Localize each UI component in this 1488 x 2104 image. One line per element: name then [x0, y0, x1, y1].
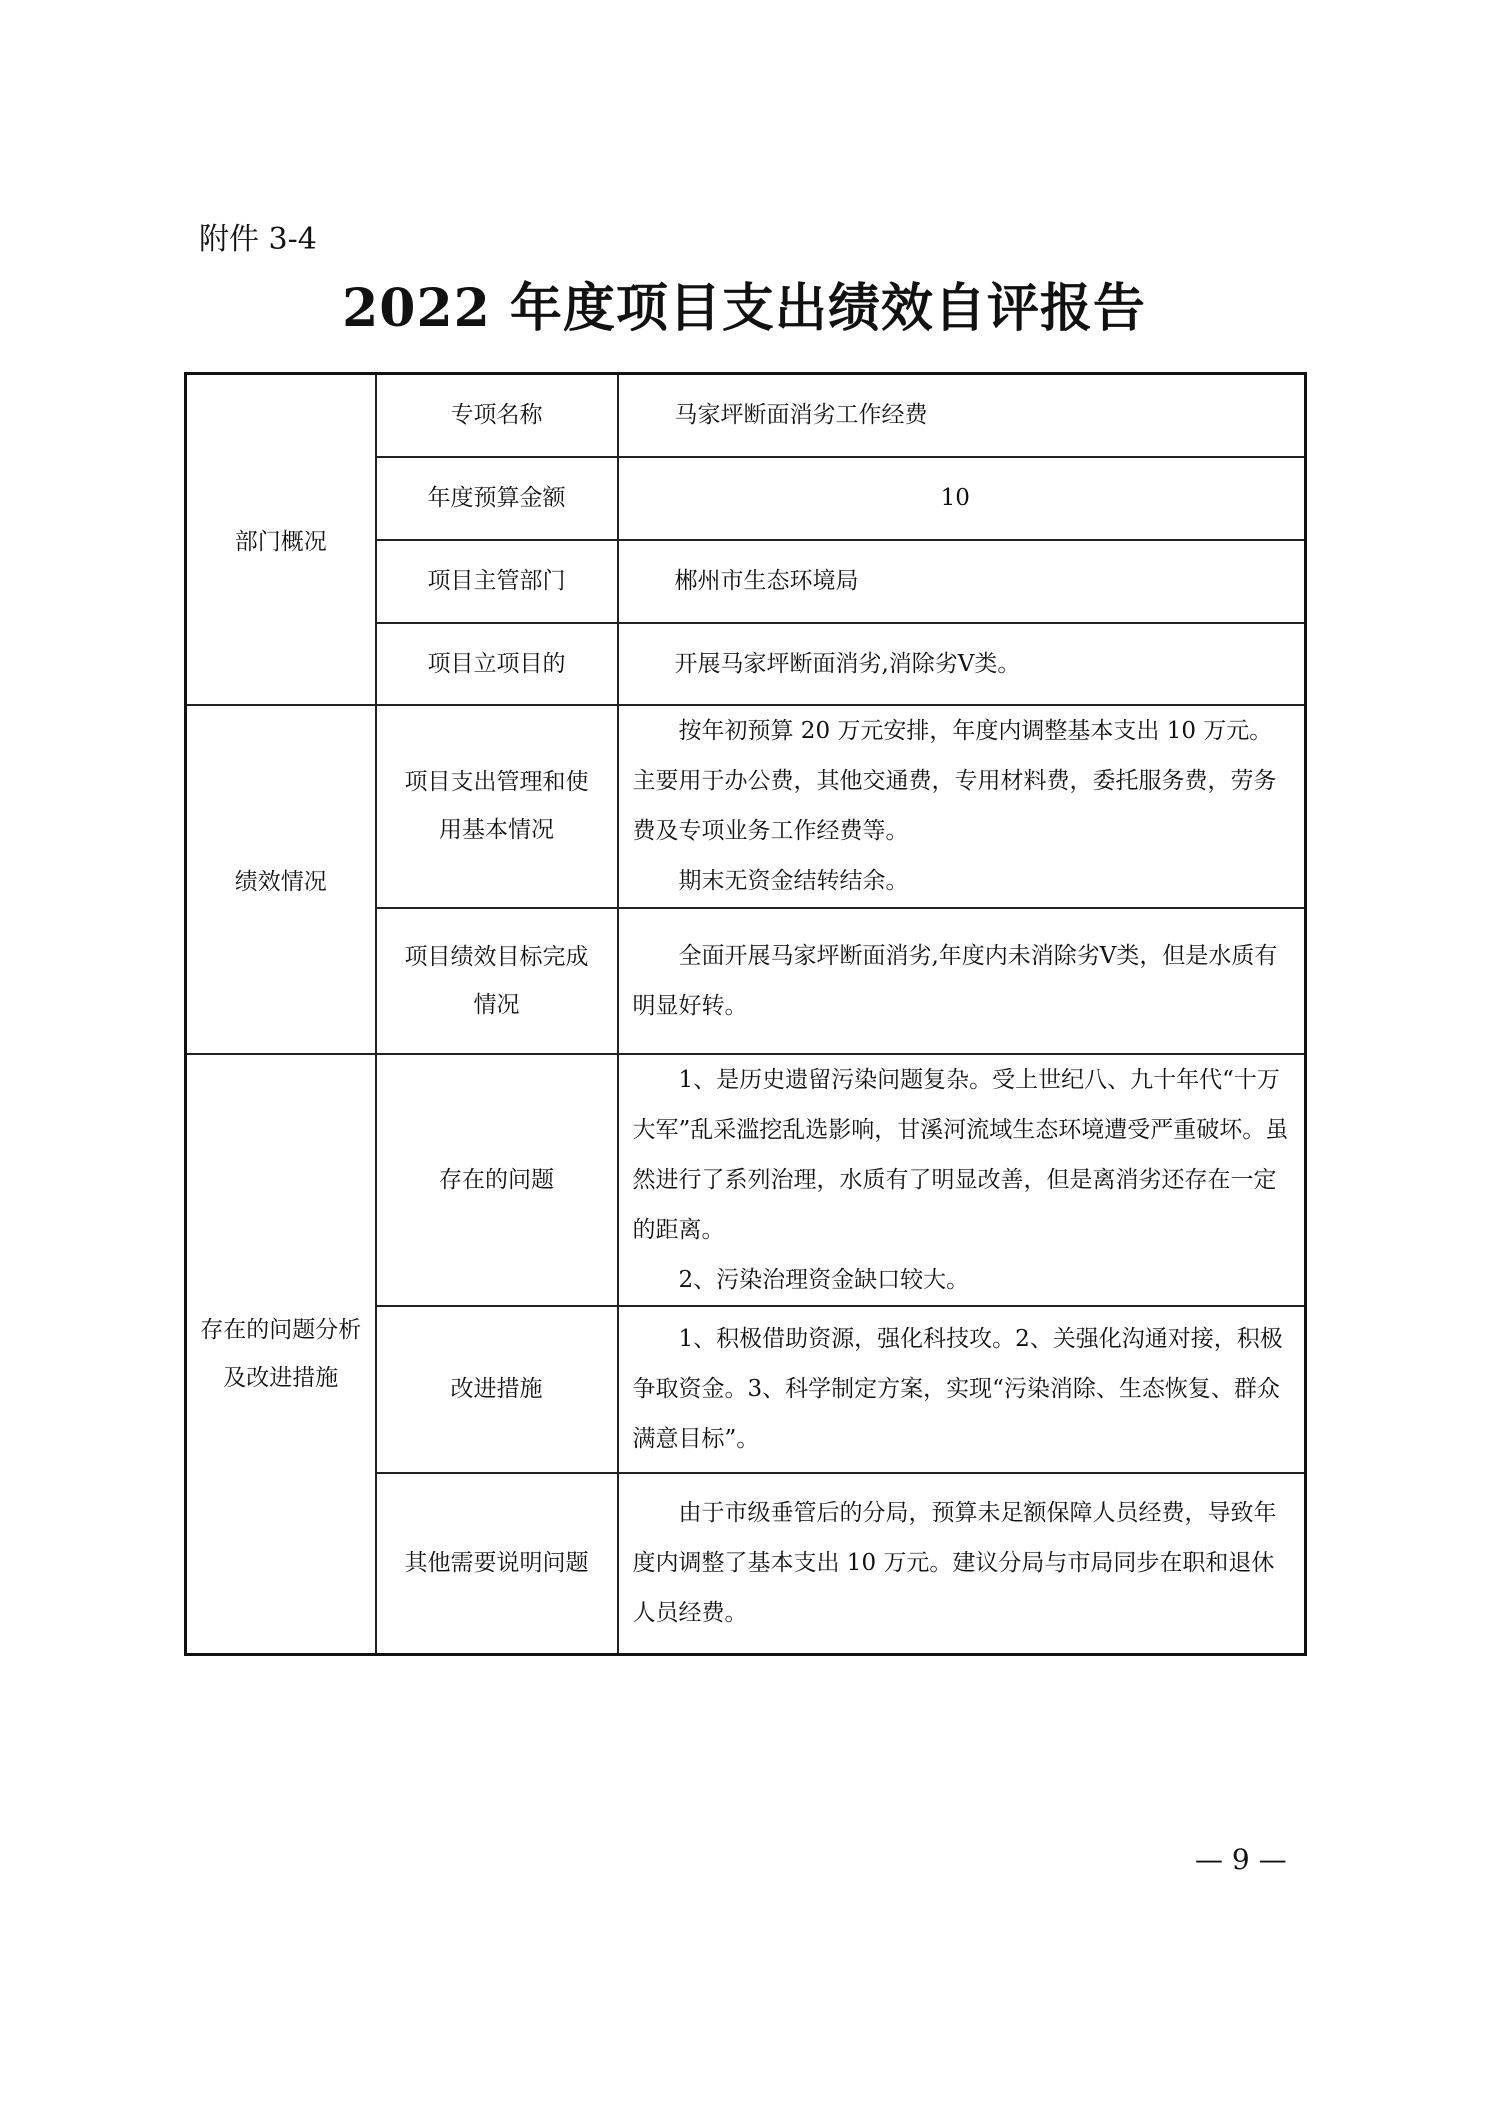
project-name-label: 专项名称 — [376, 374, 618, 457]
attachment-label: 附件 3-4 — [199, 222, 317, 257]
table-row — [186, 705, 1306, 908]
other-value — [618, 1473, 1306, 1655]
dept-value: 郴州市生态环境局 — [618, 540, 1306, 623]
problems-paragraph-2: 2、污染治理资金缺口较大。 — [678, 1266, 970, 1293]
dept-label: 项目主管部门 — [376, 540, 618, 623]
measures-value — [618, 1306, 1306, 1473]
section-performance: 绩效情况 — [186, 705, 376, 1054]
page-number: — 9 — — [1195, 1843, 1287, 1876]
goal-paragraph: 全面开展马家坪断面消劣,年度内未消除劣Ⅴ类，但是水质有明显好转。 — [632, 942, 1278, 1019]
goal-label: 项目绩效目标完成情况 — [376, 908, 618, 1054]
usage-paragraph-1: 按年初预算 20 万元安排，年度内调整基本支出 10 万元。主要用于办公费，其他交通费，专用材料费，委托服务费，劳务费及专项业务工作经费等。 — [632, 718, 1277, 844]
section-issues: 存在的问题分析及改进措施 — [186, 1054, 376, 1655]
purpose-label: 项目立项目的 — [376, 623, 618, 705]
budget-value: 10 — [618, 457, 1306, 540]
usage-paragraph-2: 期末无资金结转结余。 — [678, 868, 909, 894]
goal-value — [618, 908, 1306, 1054]
problems-value — [618, 1054, 1306, 1306]
project-name-value: 马家坪断面消劣工作经费 — [618, 374, 1306, 457]
measures-paragraph: 1、积极借助资源，强化科技攻。2、关强化沟通对接，积极争取资金。3、科学制定方案，实现“污染消除、生态恢复、群众满意目标”。 — [632, 1326, 1283, 1452]
budget-label: 年度预算金额 — [376, 457, 618, 540]
report-table — [184, 372, 1307, 1656]
other-paragraph: 由于市级垂管后的分局，预算未足额保障人员经费，导致年度内调整了基本支出 10 万元。建议分局与市局同步在职和退休人员经费。 — [632, 1500, 1277, 1627]
page-title: 2022 年度项目支出绩效自评报告 — [342, 278, 1146, 339]
usage-value — [618, 705, 1306, 908]
usage-label: 项目支出管理和使用基本情况 — [376, 705, 618, 908]
purpose-value: 开展马家坪断面消劣,消除劣Ⅴ类。 — [618, 623, 1306, 705]
problems-paragraph-1: 1、是历史遗留污染问题复杂。受上世纪八、九十年代“十万大军”乱采滥挖乱选影响，甘溪河流域生态环境遭受严重破坏。虽然进行了系列治理，水质有了明显改善，但是离消劣还存在一定的距离。 — [632, 1066, 1289, 1243]
measures-label: 改进措施 — [376, 1306, 618, 1473]
table-row — [186, 374, 1306, 457]
other-label: 其他需要说明问题 — [376, 1473, 618, 1655]
problems-label: 存在的问题 — [376, 1054, 618, 1306]
table-row — [186, 1054, 1306, 1306]
section-overview: 部门概况 — [186, 374, 376, 705]
